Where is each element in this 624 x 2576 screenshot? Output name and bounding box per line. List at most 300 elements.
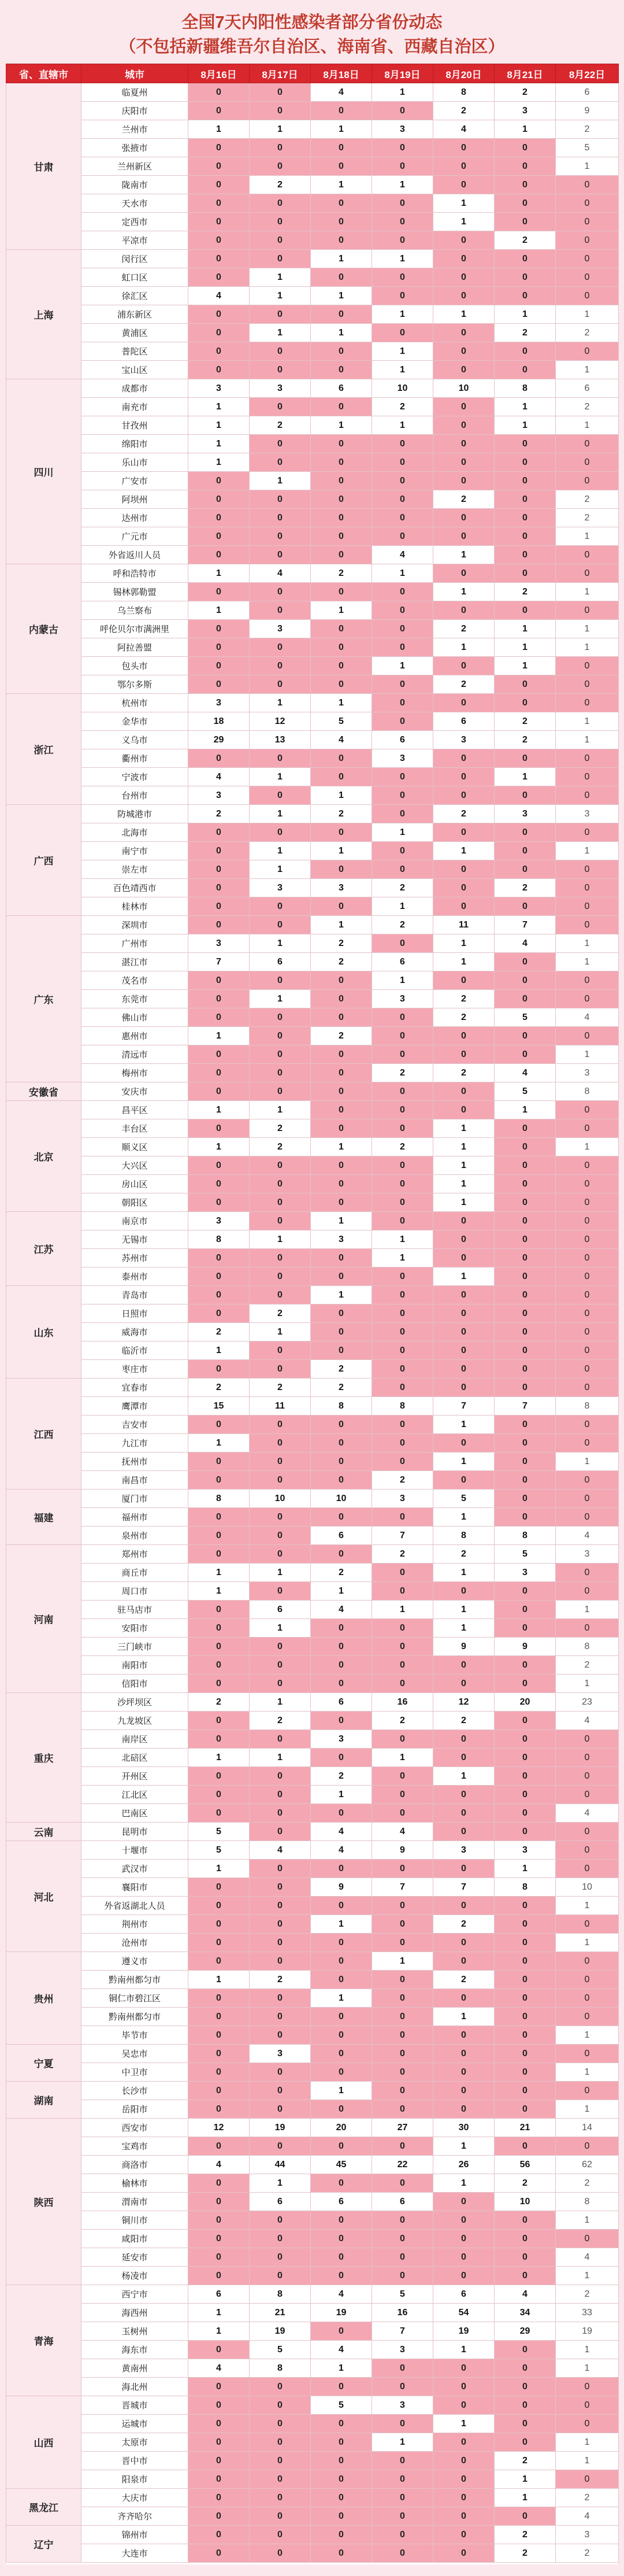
count-cell: 0 xyxy=(311,2026,372,2045)
count-cell: 0 xyxy=(250,2489,311,2507)
table-row xyxy=(6,1082,619,1101)
count-cell: 0 xyxy=(188,1156,250,1175)
count-cell: 1 xyxy=(556,842,619,860)
count-cell: 0 xyxy=(311,1508,372,1527)
city-cell: 天水市 xyxy=(81,194,188,213)
count-cell: 0 xyxy=(311,1267,372,1286)
count-cell: 0 xyxy=(250,2230,311,2248)
city-cell: 荆州市 xyxy=(81,1915,188,1934)
count-cell: 0 xyxy=(188,1786,250,1804)
count-cell: 3 xyxy=(556,2526,619,2544)
count-cell: 0 xyxy=(495,1675,556,1693)
count-cell: 2 xyxy=(311,953,372,971)
table-row xyxy=(6,2415,619,2433)
table-row xyxy=(6,1434,619,1453)
count-cell: 4 xyxy=(311,2285,372,2304)
city-cell: 杨凌市 xyxy=(81,2267,188,2285)
count-cell: 0 xyxy=(495,823,556,842)
count-cell: 0 xyxy=(433,1823,495,1841)
count-cell: 0 xyxy=(556,1490,619,1508)
count-cell: 4 xyxy=(188,2359,250,2378)
count-cell: 0 xyxy=(188,305,250,324)
count-cell: 6 xyxy=(311,379,372,398)
table-row xyxy=(6,324,619,342)
city-cell: 毕节市 xyxy=(81,2026,188,2045)
count-cell: 8 xyxy=(495,379,556,398)
count-cell: 0 xyxy=(188,1897,250,1915)
count-cell: 0 xyxy=(372,1175,433,1193)
count-cell: 0 xyxy=(311,897,372,916)
count-cell: 1 xyxy=(556,620,619,638)
count-cell: 0 xyxy=(372,2008,433,2026)
count-cell: 5 xyxy=(495,1545,556,1564)
count-cell: 0 xyxy=(556,1230,619,1249)
count-cell: 7 xyxy=(495,916,556,934)
table-row xyxy=(6,601,619,620)
count-cell: 0 xyxy=(556,1415,619,1434)
count-cell: 0 xyxy=(311,823,372,842)
table-row xyxy=(6,1989,619,2008)
count-cell: 8 xyxy=(188,1490,250,1508)
count-cell: 0 xyxy=(250,194,311,213)
count-cell: 0 xyxy=(433,453,495,472)
count-cell: 0 xyxy=(495,1341,556,1360)
count-cell: 0 xyxy=(556,1619,619,1638)
count-cell: 0 xyxy=(311,2452,372,2470)
count-cell: 0 xyxy=(188,2045,250,2063)
count-cell: 4 xyxy=(250,1841,311,1860)
count-cell: 0 xyxy=(188,83,250,102)
count-cell: 2 xyxy=(556,2285,619,2304)
count-cell: 1 xyxy=(495,416,556,435)
count-cell: 0 xyxy=(311,1934,372,1952)
table-row xyxy=(6,971,619,990)
count-cell: 1 xyxy=(433,583,495,601)
count-cell: 7 xyxy=(433,1397,495,1415)
count-cell: 1 xyxy=(372,342,433,361)
table-row xyxy=(6,1675,619,1693)
count-cell: 0 xyxy=(372,1286,433,1304)
count-cell: 0 xyxy=(433,2082,495,2100)
table-row xyxy=(6,157,619,176)
count-cell: 0 xyxy=(372,1730,433,1749)
count-cell: 0 xyxy=(556,786,619,805)
count-cell: 2 xyxy=(495,879,556,897)
table-row xyxy=(6,1323,619,1341)
count-cell: 29 xyxy=(495,2322,556,2341)
count-cell: 1 xyxy=(556,583,619,601)
count-cell: 0 xyxy=(495,1767,556,1786)
count-cell: 0 xyxy=(250,1193,311,1212)
city-cell: 崇左市 xyxy=(81,860,188,879)
city-cell: 宝山区 xyxy=(81,361,188,379)
count-cell: 2 xyxy=(433,1008,495,1027)
count-cell: 0 xyxy=(311,2544,372,2563)
table-row xyxy=(6,1212,619,1230)
count-cell: 5 xyxy=(556,139,619,157)
table-row xyxy=(6,1101,619,1119)
table-row xyxy=(6,2119,619,2137)
count-cell: 0 xyxy=(556,768,619,786)
count-cell: 1 xyxy=(311,287,372,305)
count-cell: 3 xyxy=(372,2341,433,2359)
count-cell: 0 xyxy=(495,1434,556,1453)
count-cell: 1 xyxy=(372,823,433,842)
city-cell: 昆明市 xyxy=(81,1823,188,1841)
city-cell: 甘孜州 xyxy=(81,416,188,435)
city-cell: 百色靖西市 xyxy=(81,879,188,897)
count-cell: 0 xyxy=(188,1415,250,1434)
count-cell: 1 xyxy=(433,1175,495,1193)
count-cell: 0 xyxy=(372,805,433,823)
count-cell: 2 xyxy=(433,1712,495,1730)
province-cell: 四川 xyxy=(6,379,81,564)
count-cell: 0 xyxy=(311,971,372,990)
count-cell: 0 xyxy=(433,1323,495,1341)
count-cell: 10 xyxy=(372,379,433,398)
count-cell: 0 xyxy=(188,657,250,675)
count-cell: 0 xyxy=(311,453,372,472)
count-cell: 1 xyxy=(433,1564,495,1582)
table-row xyxy=(6,2193,619,2211)
count-cell: 1 xyxy=(311,324,372,342)
count-cell: 1 xyxy=(556,2359,619,2378)
count-cell: 1 xyxy=(311,1989,372,2008)
count-cell: 0 xyxy=(495,1193,556,1212)
count-cell: 0 xyxy=(433,416,495,435)
count-cell: 6 xyxy=(556,379,619,398)
count-cell: 2 xyxy=(188,1693,250,1712)
count-cell: 16 xyxy=(372,1693,433,1712)
count-cell: 0 xyxy=(556,916,619,934)
count-cell: 0 xyxy=(556,1582,619,1601)
city-cell: 遵义市 xyxy=(81,1952,188,1971)
count-cell: 0 xyxy=(495,1823,556,1841)
count-cell: 0 xyxy=(188,2100,250,2119)
table-row xyxy=(6,361,619,379)
count-cell: 1 xyxy=(188,1101,250,1119)
city-cell: 黔南州都匀市 xyxy=(81,2008,188,2026)
count-cell: 1 xyxy=(311,842,372,860)
table-row xyxy=(6,1860,619,1878)
count-cell: 0 xyxy=(556,2470,619,2489)
count-cell: 0 xyxy=(433,1230,495,1249)
count-cell: 0 xyxy=(250,1934,311,1952)
count-cell: 2 xyxy=(495,324,556,342)
count-cell: 2 xyxy=(188,805,250,823)
count-cell: 4 xyxy=(556,2507,619,2526)
count-cell: 0 xyxy=(372,2452,433,2470)
city-cell: 大庆市 xyxy=(81,2489,188,2507)
table-row xyxy=(6,1008,619,1027)
table-row xyxy=(6,435,619,453)
count-cell: 0 xyxy=(311,1897,372,1915)
count-cell: 0 xyxy=(250,601,311,620)
city-cell: 抚州市 xyxy=(81,1453,188,1471)
count-cell: 0 xyxy=(250,342,311,361)
count-cell: 0 xyxy=(188,1767,250,1786)
table-row xyxy=(6,990,619,1008)
count-cell: 3 xyxy=(250,879,311,897)
count-cell: 14 xyxy=(556,2119,619,2137)
count-cell: 0 xyxy=(372,1212,433,1230)
count-cell: 0 xyxy=(556,1823,619,1841)
count-cell: 0 xyxy=(250,1008,311,1027)
count-cell: 2 xyxy=(556,2489,619,2507)
count-cell: 0 xyxy=(311,194,372,213)
count-cell: 0 xyxy=(188,638,250,657)
count-cell: 0 xyxy=(495,860,556,879)
count-cell: 0 xyxy=(433,1434,495,1453)
count-cell: 0 xyxy=(250,2415,311,2433)
count-cell: 0 xyxy=(188,1360,250,1378)
count-cell: 5 xyxy=(188,1841,250,1860)
count-cell: 0 xyxy=(433,2267,495,2285)
count-cell: 0 xyxy=(188,2489,250,2507)
table-row xyxy=(6,1193,619,1212)
count-cell: 0 xyxy=(311,1323,372,1341)
count-cell: 4 xyxy=(433,120,495,139)
count-cell: 0 xyxy=(250,1767,311,1786)
count-cell: 0 xyxy=(495,1138,556,1156)
city-cell: 深圳市 xyxy=(81,916,188,934)
count-cell: 0 xyxy=(433,1786,495,1804)
city-cell: 开州区 xyxy=(81,1767,188,1786)
city-cell: 齐齐哈尔 xyxy=(81,2507,188,2526)
count-cell: 0 xyxy=(188,1619,250,1638)
count-cell: 0 xyxy=(433,2193,495,2211)
col-header-date: 8月16日 xyxy=(188,64,250,83)
count-cell: 0 xyxy=(495,2248,556,2267)
count-cell: 0 xyxy=(250,2507,311,2526)
count-cell: 0 xyxy=(433,1656,495,1675)
count-cell: 0 xyxy=(495,1471,556,1490)
count-cell: 6 xyxy=(372,953,433,971)
count-cell: 0 xyxy=(372,2082,433,2100)
count-cell: 0 xyxy=(372,157,433,176)
count-cell: 0 xyxy=(556,1286,619,1304)
count-cell: 0 xyxy=(188,231,250,250)
province-cell: 辽宁 xyxy=(6,2526,81,2563)
count-cell: 0 xyxy=(188,583,250,601)
count-cell: 0 xyxy=(188,490,250,509)
count-cell: 0 xyxy=(311,139,372,157)
table-row xyxy=(6,879,619,897)
count-cell: 2 xyxy=(311,1767,372,1786)
count-cell: 4 xyxy=(495,1064,556,1082)
count-cell: 1 xyxy=(372,1249,433,1267)
count-cell: 2 xyxy=(188,1323,250,1341)
count-cell: 0 xyxy=(188,1638,250,1656)
count-cell: 0 xyxy=(311,2489,372,2507)
count-cell: 0 xyxy=(311,1193,372,1212)
count-cell: 0 xyxy=(311,2211,372,2230)
count-cell: 1 xyxy=(433,1767,495,1786)
count-cell: 0 xyxy=(433,1101,495,1119)
count-cell: 1 xyxy=(556,934,619,953)
city-cell: 桂林市 xyxy=(81,897,188,916)
count-cell: 0 xyxy=(250,139,311,157)
count-cell: 0 xyxy=(372,620,433,638)
count-cell: 3 xyxy=(188,786,250,805)
count-cell: 0 xyxy=(188,971,250,990)
count-cell: 0 xyxy=(311,1545,372,1564)
table-row xyxy=(6,953,619,971)
city-cell: 泰州市 xyxy=(81,1267,188,1286)
city-cell: 鹰潭市 xyxy=(81,1397,188,1415)
count-cell: 2 xyxy=(556,120,619,139)
table-row xyxy=(6,2008,619,2026)
count-cell: 1 xyxy=(311,601,372,620)
count-cell: 1 xyxy=(188,1434,250,1453)
count-cell: 1 xyxy=(433,2174,495,2193)
count-cell: 0 xyxy=(311,213,372,231)
city-cell: 晋中市 xyxy=(81,2452,188,2470)
count-cell: 0 xyxy=(433,2026,495,2045)
count-cell: 4 xyxy=(311,731,372,749)
city-cell: 兰州新区 xyxy=(81,157,188,176)
count-cell: 1 xyxy=(250,842,311,860)
table-row xyxy=(6,1841,619,1860)
count-cell: 0 xyxy=(556,213,619,231)
table-row xyxy=(6,1971,619,1989)
count-cell: 3 xyxy=(311,1730,372,1749)
count-cell: 0 xyxy=(433,1360,495,1378)
city-cell: 衢州市 xyxy=(81,749,188,768)
count-cell: 4 xyxy=(188,768,250,786)
count-cell: 0 xyxy=(495,1804,556,1823)
count-cell: 0 xyxy=(372,2359,433,2378)
count-cell: 1 xyxy=(556,712,619,731)
count-cell: 0 xyxy=(556,1915,619,1934)
count-cell: 0 xyxy=(495,1490,556,1508)
count-cell: 1 xyxy=(556,2267,619,2285)
count-cell: 0 xyxy=(556,194,619,213)
count-cell: 2 xyxy=(372,1712,433,1730)
count-cell: 54 xyxy=(433,2304,495,2322)
count-cell: 1 xyxy=(188,435,250,453)
count-cell: 0 xyxy=(372,1267,433,1286)
count-cell: 0 xyxy=(372,1415,433,1434)
count-cell: 0 xyxy=(372,1323,433,1341)
table-row xyxy=(6,842,619,860)
province-cell: 陕西 xyxy=(6,2119,81,2285)
count-cell: 3 xyxy=(188,694,250,712)
count-cell: 2 xyxy=(372,1471,433,1490)
count-cell: 0 xyxy=(311,1471,372,1490)
city-cell: 安庆市 xyxy=(81,1082,188,1101)
page xyxy=(6,6,618,2564)
table-row xyxy=(6,342,619,361)
count-cell: 0 xyxy=(433,231,495,250)
count-cell: 0 xyxy=(311,2008,372,2026)
count-cell: 1 xyxy=(433,1453,495,1471)
count-cell: 0 xyxy=(495,490,556,509)
table-row xyxy=(6,712,619,731)
count-cell: 4 xyxy=(250,564,311,583)
city-cell: 外省返湖北人员 xyxy=(81,1897,188,1915)
count-cell: 1 xyxy=(372,176,433,194)
count-cell: 0 xyxy=(433,1989,495,2008)
city-cell: 黄浦区 xyxy=(81,324,188,342)
count-cell: 7 xyxy=(372,1878,433,1897)
count-cell: 19 xyxy=(250,2322,311,2341)
count-cell: 0 xyxy=(250,2211,311,2230)
count-cell: 0 xyxy=(495,1619,556,1638)
count-cell: 0 xyxy=(250,1508,311,1527)
count-cell: 0 xyxy=(188,2378,250,2396)
count-cell: 0 xyxy=(372,1193,433,1212)
city-cell: 威海市 xyxy=(81,1323,188,1341)
count-cell: 0 xyxy=(311,546,372,564)
count-cell: 0 xyxy=(495,2230,556,2248)
city-cell: 九江市 xyxy=(81,1434,188,1453)
count-cell: 0 xyxy=(188,1989,250,2008)
count-cell: 0 xyxy=(250,546,311,564)
count-cell: 0 xyxy=(433,342,495,361)
count-cell: 0 xyxy=(372,1989,433,2008)
table-row xyxy=(6,934,619,953)
count-cell: 0 xyxy=(372,213,433,231)
count-cell: 4 xyxy=(188,287,250,305)
city-cell: 沧州市 xyxy=(81,1934,188,1952)
count-cell: 2 xyxy=(495,731,556,749)
table-row xyxy=(6,83,619,102)
count-cell: 9 xyxy=(372,1841,433,1860)
count-cell: 0 xyxy=(372,1971,433,1989)
count-cell: 0 xyxy=(433,1952,495,1971)
city-cell: 海西州 xyxy=(81,2304,188,2322)
count-cell: 5 xyxy=(495,1008,556,1027)
count-cell: 0 xyxy=(250,1415,311,1434)
table-row xyxy=(6,1156,619,1175)
count-cell: 0 xyxy=(495,509,556,527)
count-cell: 0 xyxy=(372,2470,433,2489)
count-cell: 0 xyxy=(372,1934,433,1952)
province-cell: 云南 xyxy=(6,1823,81,1841)
count-cell: 0 xyxy=(250,2433,311,2452)
count-cell: 1 xyxy=(311,176,372,194)
count-cell: 0 xyxy=(188,2248,250,2267)
table-row xyxy=(6,2322,619,2341)
count-cell: 0 xyxy=(188,860,250,879)
count-cell: 0 xyxy=(556,250,619,268)
count-cell: 6 xyxy=(372,2193,433,2211)
count-cell: 1 xyxy=(372,361,433,379)
count-cell: 8 xyxy=(433,1527,495,1545)
count-cell: 19 xyxy=(311,2304,372,2322)
count-cell: 2 xyxy=(495,83,556,102)
count-cell: 8 xyxy=(433,83,495,102)
count-cell: 0 xyxy=(188,1915,250,1934)
count-cell: 5 xyxy=(495,1082,556,1101)
count-cell: 11 xyxy=(250,1397,311,1415)
count-cell: 0 xyxy=(556,1101,619,1119)
city-cell: 海北州 xyxy=(81,2378,188,2396)
city-cell: 襄阳市 xyxy=(81,1878,188,1897)
count-cell: 0 xyxy=(250,1989,311,2008)
count-cell: 0 xyxy=(495,1989,556,2008)
count-cell: 1 xyxy=(188,564,250,583)
count-cell: 0 xyxy=(188,2267,250,2285)
count-cell: 0 xyxy=(556,231,619,250)
count-cell: 8 xyxy=(311,1397,372,1415)
count-cell: 4 xyxy=(311,1823,372,1841)
table-row xyxy=(6,2026,619,2045)
count-cell: 2 xyxy=(250,416,311,435)
province-cell: 山西 xyxy=(6,2396,81,2489)
count-cell: 3 xyxy=(372,749,433,768)
